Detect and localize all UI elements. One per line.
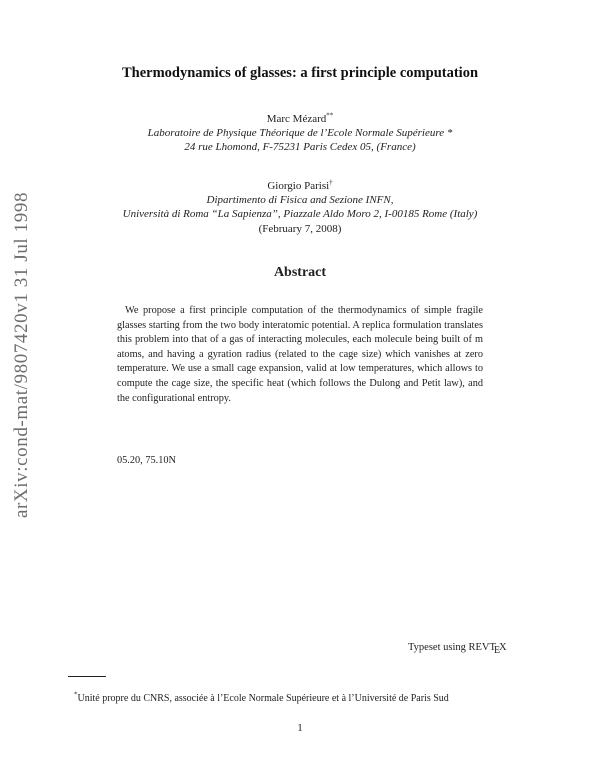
footnote-text: Unité propre du CNRS, associée à l’Ecole Normale Supérieure et à l’Université de Paris Sud (77, 693, 449, 704)
footnote (74, 690, 449, 704)
author-2 (60, 180, 540, 192)
abstract-body: We propose a first principle computation of the thermodynamics of simple fragile glasses starting from the two body interatomic potential. A replica formulation translates this problem into that of a gas of interacting molecules, each molecule being built of m atoms, and having a gyration radius (related to the cage size) which vanishes at zero temperature. We use a small cage expansion, valid at low temperatures, which allows to compute the cage size, the specific heat (which follows the Dulong and Petit law), and the configurational entropy. (117, 305, 483, 404)
author-2-affiliation-line-2: Università di Roma “La Sapienza”, Piazzale Aldo Moro 2, I-00185 Rome (Italy) (122, 208, 478, 220)
tex-letter-t: T (489, 642, 496, 653)
tex-letter-x: X (499, 642, 507, 653)
footnote-divider (68, 676, 106, 677)
arxiv-identifier-text: arXiv:cond-mat/9807420v1 31 Jul 1998 (11, 191, 32, 519)
author-1-name: Marc Mézard (266, 113, 327, 125)
tex-letter-e: E (493, 645, 501, 656)
paper-date: (February 7, 2008) (258, 223, 342, 235)
pacs-codes: 05.20, 75.10N (117, 455, 176, 466)
author-1-mark: ** (326, 111, 334, 120)
author-2-affiliation-line-1: Dipartimento di Fisica and Sezione INFN, (206, 194, 394, 206)
author-1-affiliation-line-1: Laboratoire de Physique Théorique de l’Ecole Normale Supérieure * (147, 127, 453, 139)
footnote-mark: * (74, 690, 78, 699)
typeset-prefix: Typeset using REV (408, 642, 490, 653)
page-number: 1 (297, 722, 303, 734)
author-1 (60, 113, 540, 125)
typeset-note (408, 642, 507, 656)
author-2-name: Giorgio Parisi (267, 180, 330, 192)
abstract-heading: Abstract (273, 265, 327, 280)
arxiv-identifier-stamp (2, 190, 42, 520)
author-2-mark: † (329, 178, 333, 187)
author-1-affiliation-line-2: 24 rue Lhomond, F-75231 Paris Cedex 05, (France) (184, 141, 416, 153)
paper-title: Thermodynamics of glasses: a first principle computation (121, 65, 479, 81)
